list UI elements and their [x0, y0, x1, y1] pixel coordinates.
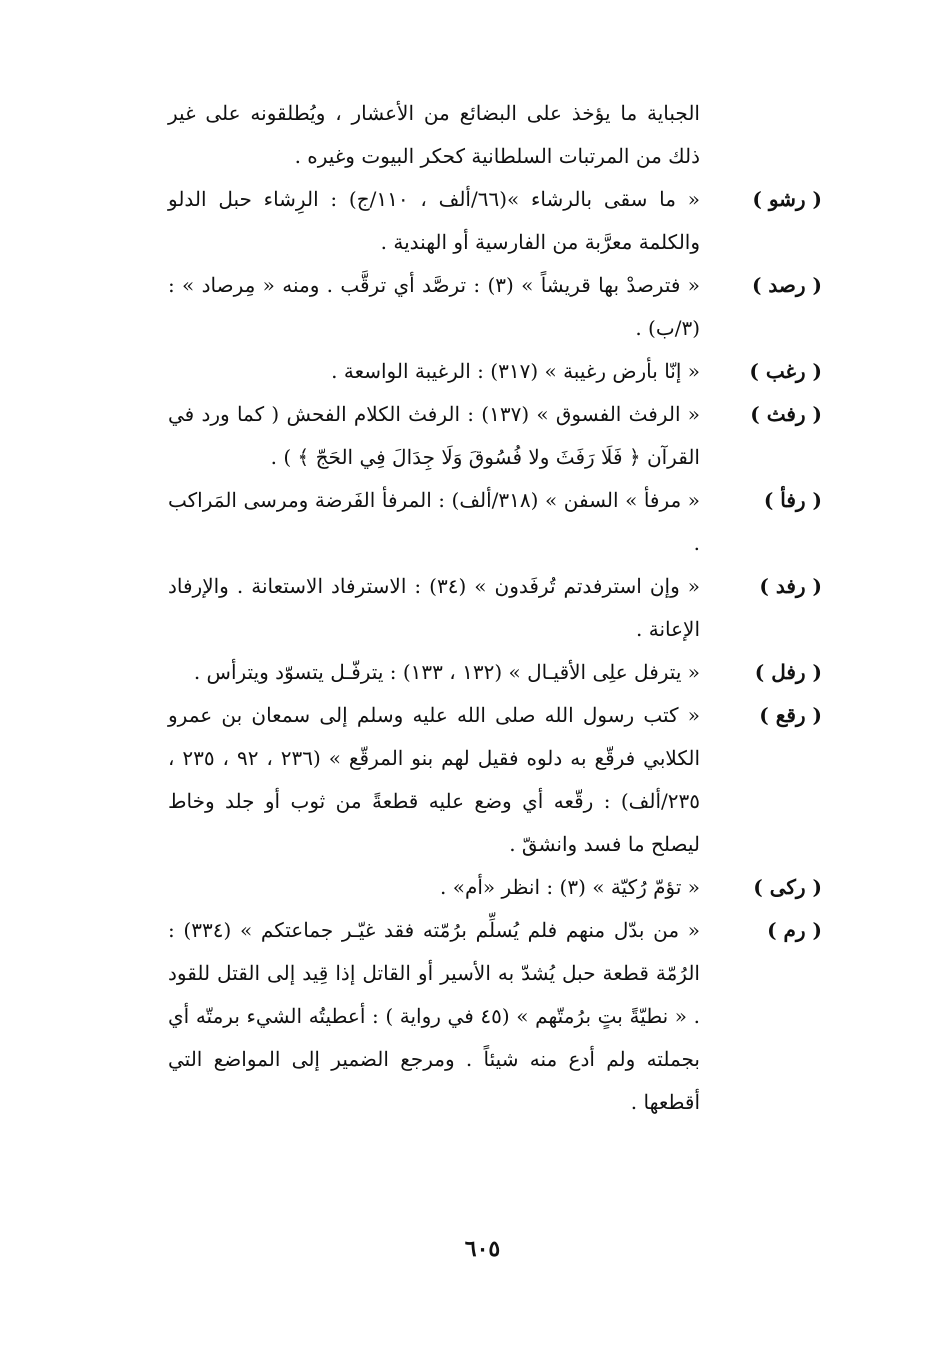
- glossary-entry-ramm: [168, 909, 828, 1124]
- entry-text: « مرفأ » السفن » (٣١٨/ألف) : المرفأ الفَرضة ومرسى المَراكب .: [168, 488, 700, 555]
- glossary-content: [168, 92, 828, 1124]
- continuation-text: الجباية ما يؤخذ على البضائع من الأعشار ، ويُطلقونه على غير ذلك من المرتبات السلطانية كحكر البيوت وغيره .: [168, 101, 700, 168]
- entry-root: ( رقع ): [759, 703, 822, 727]
- entry-text: « يترفل علِى الأقيـال » (١٣٢ ، ١٣٣) : يترفّـل يتسوّد ويترأس .: [193, 660, 700, 684]
- entry-root: ( رشو ): [752, 187, 822, 211]
- entry-root: ( رغب ): [749, 359, 822, 383]
- entry-root: ( رم ): [767, 918, 822, 942]
- entry-text: « الرفث الفسوق » (١٣٧) : الرفث الكلام الفحش ( كما ورد في القرآن ﴿ فَلَا رَفَثَ ولا فُسُوقَ وَلَا جِدَالَ فِي الحَجّ ﴾ ) .: [168, 402, 700, 469]
- entry-text: « تؤمّ رُكيّة » (٣) : انظر «أم» .: [440, 875, 700, 899]
- entry-text: « ما سقى بالرشاء »(٦٦/ألف ، ١١٠/ج) : الرِشاء حبل الدلو والكلمة معرَّبة من الفارسية أو الهندية .: [168, 187, 700, 254]
- entry-text: « فترصدْ بها قريشاً » (٣) : ترصَّد أي ترقَّب . ومنه « مِرصاد » : (٣/ب) .: [168, 273, 700, 340]
- glossary-entry-raghab: [168, 350, 828, 393]
- glossary-entry-rafal: [168, 651, 828, 694]
- entry-text: « وإن استرفدتم تُرفَدون » (٣٤) : الاسترفاد الاستعانة . والإرفاد الإعانة .: [168, 574, 701, 641]
- entry-root: ( رفد ): [759, 574, 822, 598]
- entry-root: ( ركى ): [753, 875, 822, 899]
- glossary-entry-rafath: [168, 393, 828, 479]
- entry-text: « من بدّل منهم فلم يُسلِّم برُمّته فقد غيّـر جماعتكم » (٣٣٤) : الرُمّة قطعة حبل يُشدّ به الأسير أو القاتل إذا قِيد إلى القتل للقود . « نطيّةً بتٍ برُمتّهم » (٤٥ في رواية ) : أعطيتُه الشيء برمتّه أي بجملته ولم أدع منه شيئاً . ومرجع الضمير إلى المواضع التي أقطعها .: [168, 918, 701, 1114]
- glossary-entry-rafa: [168, 479, 828, 565]
- entry-root: ( رفث ): [750, 402, 822, 426]
- glossary-entry-rasad: [168, 264, 828, 350]
- glossary-entry-raqa: [168, 694, 828, 866]
- entry-text: « كتب رسول الله صلى الله عليه وسلم إلى سمعان بن عمرو الكلابي فرقّع به دلوه فقيل لهم بنو المرقّع » (٢٣٦ ، ٩٢ ، ٢٣٥ ، ٢٣٥/ألف) : رقّعه أي وضع عليه قطعةً من ثوب أو جلد وخاط ليصلح ما فسد وانشقّ .: [168, 703, 701, 856]
- entry-text: « إنّا بأرض رغيبة » (٣١٧) : الرغيبة الواسعة .: [331, 359, 700, 383]
- entry-root: ( رفأ ): [763, 488, 822, 512]
- entry-root: ( رفل ): [754, 660, 822, 684]
- glossary-entry-raka: [168, 866, 828, 909]
- entry-root: ( رصد ): [752, 273, 822, 297]
- glossary-entry-rashw: [168, 178, 828, 264]
- glossary-entry-rafad: [168, 565, 828, 651]
- page-number: ٦٠٥: [464, 1236, 501, 1262]
